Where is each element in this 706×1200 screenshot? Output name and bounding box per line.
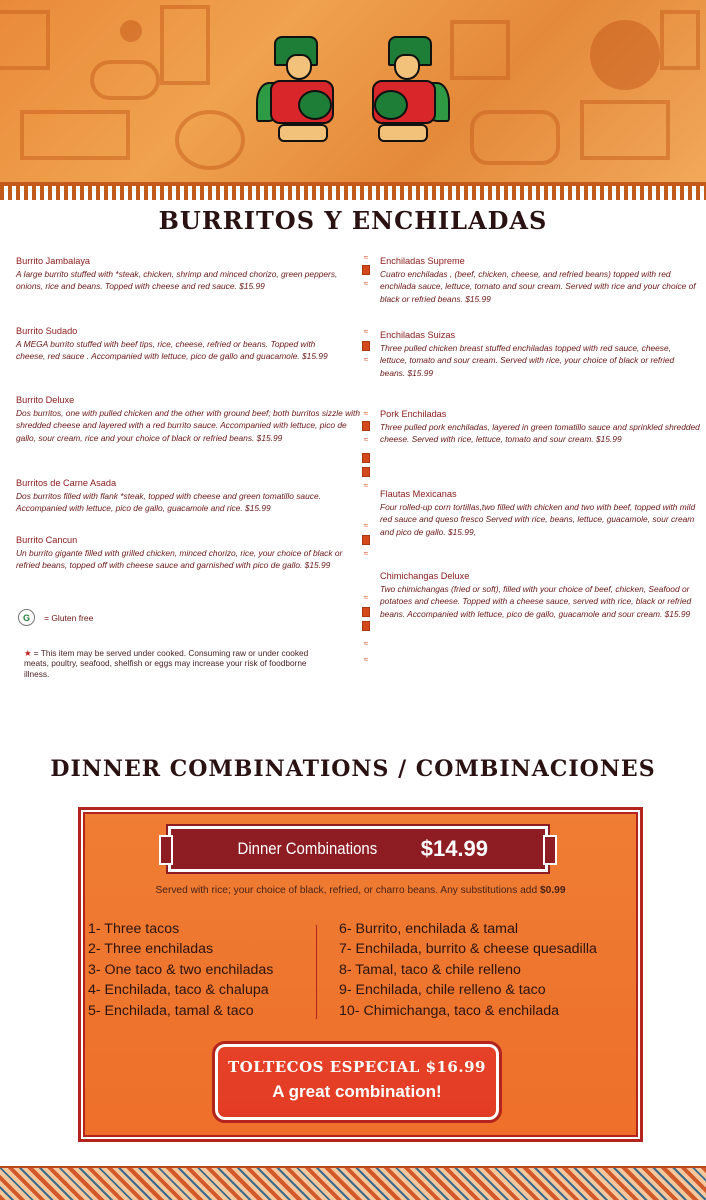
menu-item bbox=[380, 569, 706, 620]
menu-item-desc: Three pulled chicken breast stuffed enchiladas topped with red sauce, cheese, lettuce, tomato and sour cream. Served with rice, your choice of black or refried beans. $15.99 bbox=[380, 343, 675, 378]
decorative-banner bbox=[0, 0, 706, 182]
especial-badge bbox=[215, 1044, 499, 1120]
pattern-shape bbox=[160, 5, 210, 85]
menu-item-name: Pork Enchiladas bbox=[380, 409, 447, 419]
decorative-bottom-band bbox=[0, 1166, 706, 1200]
menu-item-name: Burrito Sudado bbox=[16, 326, 78, 336]
menu-item-name: Burrito Jambalaya bbox=[16, 256, 91, 266]
pattern-shape bbox=[470, 110, 560, 165]
menu-item-name: Burrito Cancun bbox=[16, 535, 78, 545]
served-with-note bbox=[78, 885, 643, 896]
menu-item bbox=[380, 254, 706, 305]
aztec-figure-right bbox=[352, 32, 450, 150]
combo-item: 2- Three enchiladas bbox=[88, 941, 214, 958]
combo-item: 3- One taco & two enchiladas bbox=[88, 961, 274, 978]
menu-item bbox=[380, 328, 700, 379]
plaque-cap-left bbox=[159, 835, 173, 865]
section-title: BURRITOS Y ENCHILADAS bbox=[158, 206, 548, 235]
menu-item bbox=[16, 393, 361, 444]
combo-list-left bbox=[88, 919, 273, 1021]
menu-item-name: Enchiladas Suizas bbox=[380, 330, 456, 340]
fringe-base bbox=[0, 182, 706, 186]
advisory-text: = This item may be served under cooked. Consuming raw or under cooked meats, poultry, seafood, shelfish or eggs may increase your risk of foodborne illness. bbox=[24, 648, 309, 679]
combo-item: 10- Chimichanga, taco & enchilada bbox=[339, 1002, 560, 1019]
menu-item bbox=[16, 476, 356, 515]
menu-item bbox=[16, 254, 346, 293]
menu-item-desc: Four rolled-up corn tortillas,two filled with chicken and two with beef, topped with mild red sauce and queso fresco Served with rice, beans, lettuce, guacamole, sour cream and pico de gallo. $15.99, bbox=[380, 502, 696, 537]
gluten-free-icon: G bbox=[18, 609, 35, 626]
menu-item bbox=[16, 533, 346, 572]
consumer-advisory bbox=[24, 648, 334, 679]
pattern-shape bbox=[450, 20, 510, 80]
pattern-dot bbox=[120, 20, 142, 42]
combo-list-right bbox=[339, 919, 597, 1021]
column-divider: ≈ ≈ ≈ ≈ ≈ ≈ ≈ ≈ ≈ ≈ ≈ ≈ bbox=[363, 253, 369, 664]
plaque-price: $14.99 bbox=[420, 836, 489, 861]
combo-item: 1- Three tacos bbox=[88, 921, 180, 937]
menu-item-desc: Two chimichangas (fried or soft), filled with your choice of beef, chicken, Seafood or potatoes and cheese. Topped with a cheese sauce, served with rice, black or refried beans. Accompanied with lettuce, pico de gallo, guacamole and sour cream. $15.99 bbox=[380, 584, 692, 619]
pattern-shape bbox=[90, 60, 160, 100]
pattern-dot bbox=[590, 20, 660, 90]
menu-item-name: Enchiladas Supreme bbox=[380, 256, 465, 266]
menu-item-name: Flautas Mexicanas bbox=[380, 489, 457, 499]
menu-item bbox=[380, 407, 700, 446]
menu-item-desc: Dos burritos, one with pulled chicken and the other with ground beef; both burritos sizzle with shredded cheese and layered with a red burrito sauce. Accompanied with lettuce, pico de gallo, sour cream, rice and your choice of black or refried beans. $15.99 bbox=[16, 408, 361, 443]
menu-item-desc: A large burrito stuffed with *steak, chicken, shrimp and minced chorizo, green peppers, onions, rice and beans. Topped with cheese and red sauce. $15.99 bbox=[16, 269, 338, 292]
gluten-free-legend bbox=[18, 609, 93, 626]
especial-title: TOLTECOS ESPECIAL $16.99 bbox=[228, 1058, 486, 1076]
combo-item: 4- Enchilada, taco & chalupa bbox=[88, 982, 269, 999]
star-icon: ★ bbox=[24, 648, 32, 658]
menu-item-name: Burritos de Carne Asada bbox=[16, 478, 117, 488]
menu-item-desc: Dos burritos filled with flank *steak, topped with cheese and green tomatillo sauce. Accompanied with lettuce, pico de gallo, guacamole and rice. $15.99 bbox=[16, 491, 321, 514]
combo-item: 9- Enchilada, chile relleno & taco bbox=[339, 982, 546, 999]
pattern-shape bbox=[580, 100, 670, 160]
menu-item-name: Chimichangas Deluxe bbox=[380, 571, 470, 581]
pattern-shape bbox=[660, 10, 700, 70]
pattern-shape bbox=[175, 110, 245, 170]
substitution-price: $0.99 bbox=[540, 885, 566, 896]
combo-item: 6- Burrito, enchilada & tamal bbox=[339, 921, 519, 937]
pattern-shape bbox=[0, 10, 50, 70]
served-text: Served with rice; your choice of black, refried, or charro beans. Any substitutions add bbox=[155, 885, 538, 896]
menu-item bbox=[16, 324, 346, 363]
especial-subtitle: A great combination! bbox=[272, 1082, 442, 1101]
aztec-figure-left bbox=[256, 32, 354, 150]
combo-divider bbox=[316, 925, 317, 1019]
dinner-section-title: DINNER COMBINATIONS / COMBINACIONES bbox=[50, 756, 656, 782]
menu-item-name: Burrito Deluxe bbox=[16, 395, 75, 405]
plaque-label: Dinner Combinations bbox=[237, 839, 378, 858]
combo-item: 5- Enchilada, tamal & taco bbox=[88, 1002, 254, 1019]
menu-item bbox=[380, 487, 700, 538]
menu-item-desc: Un burrito gigante filled with grilled chicken, minced chorizo, rice, your choice of black or refried beans, topped off with cheese sauce and garnished with pico de gallo. $15.99 bbox=[16, 548, 343, 571]
plaque-cap-right bbox=[543, 835, 557, 865]
menu-item-desc: Cuatro enchiladas , (beef, chicken, cheese, and refried beans) topped with red enchilada sauce, lettuce, tomato and sour cream. Served with rice and your choice of black or refried beans. $15.99 bbox=[380, 269, 696, 304]
combo-item: 7- Enchilada, burrito & cheese quesadilla bbox=[339, 941, 597, 958]
combo-item: 8- Tamal, taco & chile relleno bbox=[339, 961, 521, 978]
menu-item-desc: Three pulled pork enchiladas, layered in green tomatillo sauce and sprinkled shredded cheese. Served with rice, lettuce, tomato and sour cream. $15.99 bbox=[380, 422, 700, 445]
gluten-free-text: = Gluten free bbox=[44, 612, 94, 623]
dinner-plaque bbox=[168, 826, 548, 872]
pattern-shape bbox=[20, 110, 130, 160]
menu-item-desc: A MEGA burrito stuffed with beef tips, rice, cheese, refried or beans. Topped with cheese, red sauce . Accompanied with lettuce, pico de gallo and guacamole. $15.99 bbox=[16, 339, 328, 362]
